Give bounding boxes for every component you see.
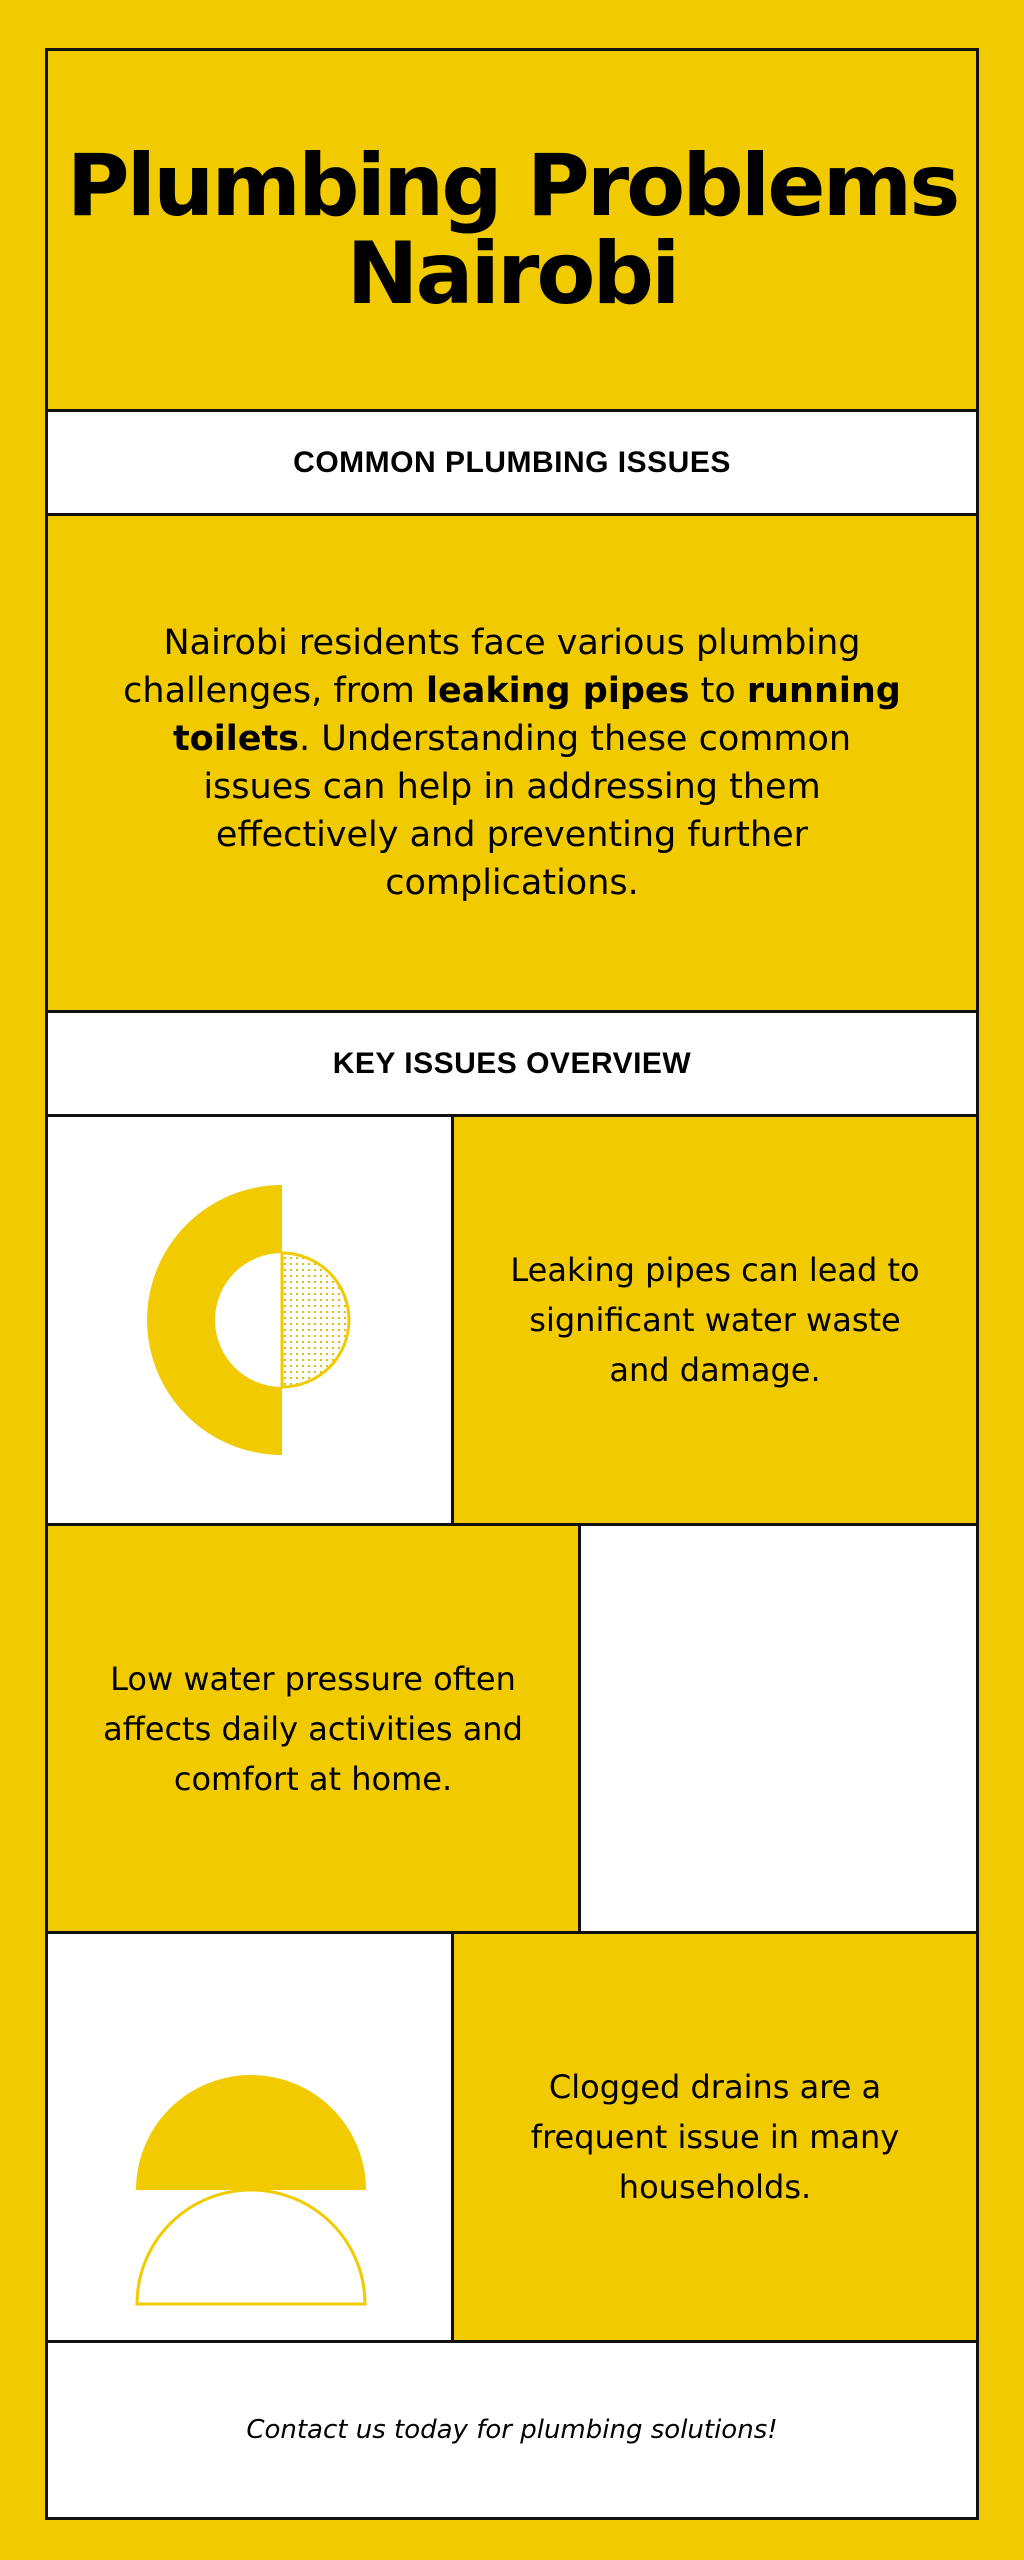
intro-section	[48, 516, 976, 1010]
intro-bold-running-toilets: running toilets	[172, 671, 901, 759]
issue-2-text-cell	[48, 1526, 578, 1931]
common-issues-heading: COMMON PLUMBING ISSUES	[293, 445, 731, 479]
page-title: Plumbing Problems Nairobi	[66, 136, 958, 324]
key-issues-heading-section	[48, 1013, 976, 1114]
intro-bold-leaking-pipes: leaking pipes	[426, 671, 690, 711]
footer-section	[48, 2343, 976, 2517]
issue-3-illustration	[48, 1934, 451, 2340]
infographic-frame	[45, 48, 979, 2520]
intro-text: Nairobi residents face various plumbing challenges, from	[123, 623, 861, 711]
half-circles-icon	[48, 1934, 451, 2340]
issue-1-text: Leaking pipes can lead to significant water waste and damage.	[510, 1251, 920, 1389]
intro-paragraph	[118, 619, 906, 907]
issue-1-illustration	[48, 1117, 451, 1523]
issue-2-text: Low water pressure often affects daily activities and comfort at home.	[103, 1659, 523, 1798]
blank-panel	[581, 1526, 976, 1931]
half-ring-icon	[48, 1117, 451, 1523]
contact-cta: Contact us today for plumbing solutions!	[246, 2415, 778, 2445]
common-issues-heading-section	[48, 412, 976, 513]
issue-1-text-cell	[454, 1117, 976, 1523]
intro-text: . Understanding these common issues can help in addressing them effectively and preventing further complications.	[203, 719, 852, 903]
intro-text: to	[689, 671, 747, 711]
issue-3-text: Clogged drains are a frequent issue in many households.	[530, 2068, 900, 2206]
title-section	[48, 51, 976, 409]
issue-3-text-cell	[454, 1934, 976, 2340]
key-issues-heading: KEY ISSUES OVERVIEW	[332, 1046, 692, 1080]
